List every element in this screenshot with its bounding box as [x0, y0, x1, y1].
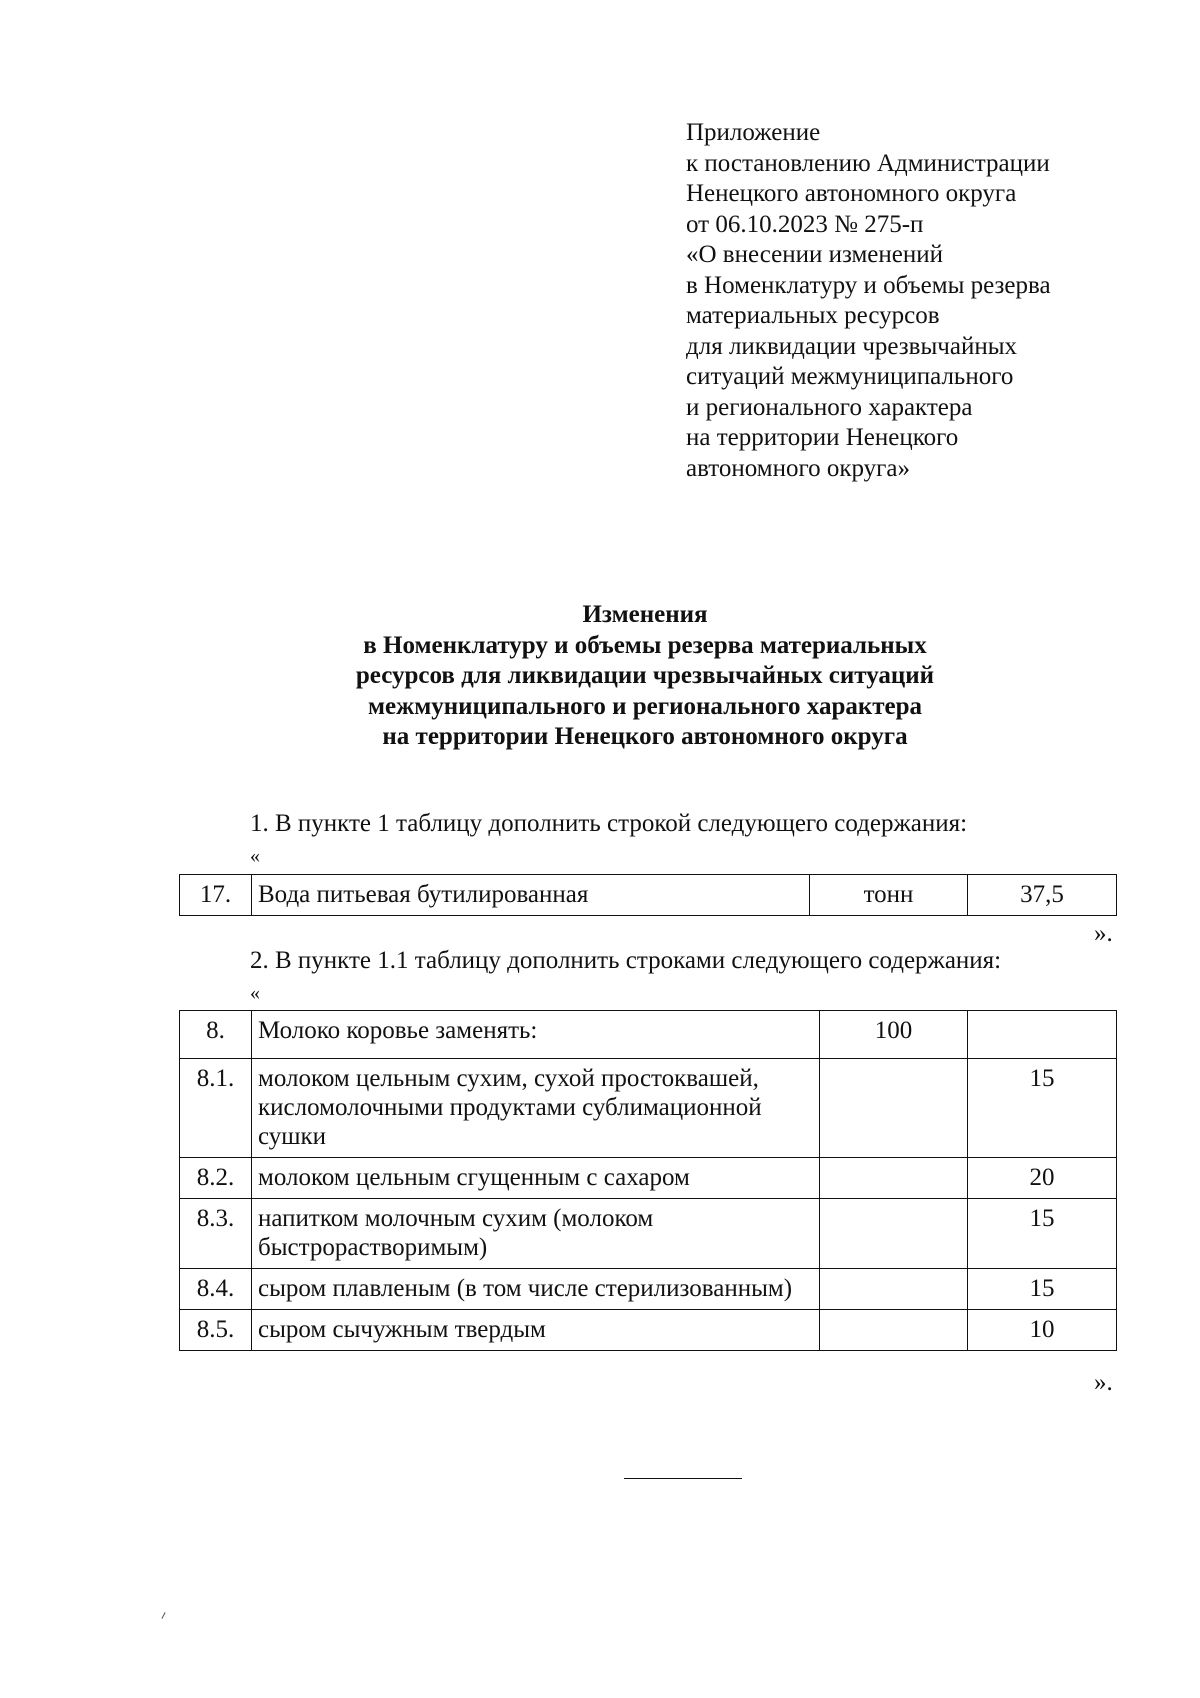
row-col3: [820, 1158, 968, 1199]
row-col4: 15: [968, 1059, 1117, 1158]
row-col4: 15: [968, 1199, 1117, 1269]
table-row: [180, 1310, 1117, 1351]
document-title: [0, 600, 1200, 753]
row-name: сыром сычужным твердым: [252, 1310, 820, 1351]
appendix-line: автономного округа»: [686, 454, 911, 482]
appendix-line: на территории Ненецкого: [686, 424, 959, 451]
row-col3: [820, 1059, 968, 1158]
appendix-line: ситуаций межмуниципального: [686, 363, 1014, 390]
section2-quote-open: «: [250, 982, 260, 1004]
title-line: в Номенклатуру и объемы резерва материальных: [363, 631, 927, 659]
row-number: 8.1.: [180, 1059, 252, 1158]
section1-paragraph: 1. В пункте 1 таблицу дополнить строкой следующего содержания:: [250, 810, 968, 837]
title-line: межмуниципального и регионального характера: [367, 692, 923, 720]
row-col4: 10: [968, 1310, 1117, 1351]
section2-quote-close: ».: [1094, 1369, 1113, 1396]
scan-artifact-mark: [161, 1612, 165, 1619]
appendix-line: в Номенклатуру и объемы резерва: [686, 271, 1051, 299]
row-name: напитком молочным сухим (молоком быстрорастворимым): [252, 1199, 820, 1269]
row-name: молоком цельным сухим, сухой простоквашей, кисломолочными продуктами сублимационной сушки: [252, 1059, 820, 1158]
row-amount: 37,5: [968, 875, 1117, 916]
appendix-line: для ликвидации чрезвычайных: [686, 332, 1018, 360]
closing-divider: [624, 1478, 742, 1479]
section2-paragraph: 2. В пункте 1.1 таблицу дополнить строками следующего содержания:: [250, 947, 1002, 974]
table-row: [180, 1269, 1117, 1310]
row-number: 8.: [180, 1011, 252, 1059]
row-col3: [820, 1269, 968, 1310]
row-name: сыром плавленым (в том числе стерилизованным): [252, 1269, 820, 1310]
row-col3: [820, 1310, 968, 1351]
row-number: 17.: [180, 875, 252, 916]
table-row: [180, 1199, 1117, 1269]
appendix-line: «О внесении изменений: [686, 241, 944, 268]
row-col4: 15: [968, 1269, 1117, 1310]
row-name: молоком цельным сгущенным с сахаром: [252, 1158, 820, 1199]
row-col3: [820, 1199, 968, 1269]
row-col4: 20: [968, 1158, 1117, 1199]
title-line: Изменения: [582, 601, 708, 628]
row-number: 8.4.: [180, 1269, 252, 1310]
table-milk-substitutes: [179, 1010, 1117, 1351]
table-row: [180, 875, 1117, 916]
appendix-line: Ненецкого автономного округа: [686, 180, 1017, 207]
appendix-line: материальных ресурсов: [686, 302, 940, 329]
title-line: на территории Ненецкого автономного округа: [382, 723, 908, 750]
appendix-line: Приложение: [686, 119, 821, 146]
table-row: [180, 1011, 1117, 1059]
row-unit: тонн: [810, 875, 968, 916]
row-number: 8.3.: [180, 1199, 252, 1269]
row-number: 8.5.: [180, 1310, 252, 1351]
table-drinking-water: [179, 874, 1117, 916]
row-name: Молоко коровье заменять:: [252, 1011, 820, 1059]
row-number: 8.2.: [180, 1158, 252, 1199]
appendix-line: к постановлению Администрации: [686, 149, 1050, 177]
table-row: [180, 1059, 1117, 1158]
table-row: [180, 1158, 1117, 1199]
title-line: ресурсов для ликвидации чрезвычайных ситуаций: [355, 662, 935, 689]
appendix-header: [686, 118, 1051, 484]
appendix-line: от 06.10.2023 № 275-п: [686, 210, 924, 238]
row-col4: [968, 1011, 1117, 1059]
row-col3: 100: [820, 1011, 968, 1059]
section1-quote-open: «: [250, 845, 260, 867]
row-name: Вода питьевая бутилированная: [252, 875, 810, 916]
section1-quote-close: ».: [1094, 920, 1113, 947]
appendix-line: и регионального характера: [686, 393, 973, 421]
